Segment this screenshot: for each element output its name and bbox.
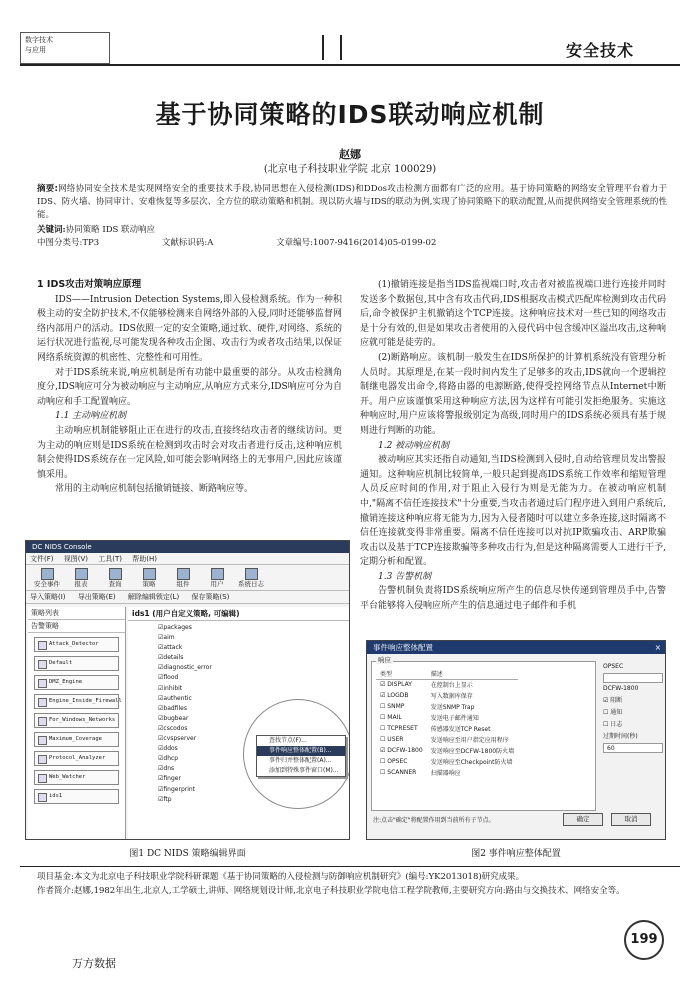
response-table [376, 668, 518, 778]
policy-item[interactable]: For_Windows_Networks [34, 713, 119, 728]
table-row[interactable]: ☐ MAIL 发送电子邮件通知 [380, 714, 479, 722]
opsec-field[interactable] [603, 673, 663, 683]
checkbox-log[interactable]: ☐ 日志 [603, 721, 623, 728]
watermark: 万方数据 [72, 957, 116, 970]
tree-node[interactable]: ☑ ddos [158, 744, 349, 754]
dialog-title [367, 641, 665, 654]
tree-node[interactable]: ☑ inhibit [158, 684, 349, 694]
policy-item[interactable]: Engine_Inside_Firewall [34, 694, 119, 709]
response-group-label: 响应 [378, 656, 391, 664]
policy-list-label: 策略列表 [28, 607, 125, 620]
paragraph: (2)断路响应。该机制一般发生在IDS所保护的计算机系统没有管理分析人员时。其原理是,在某一段时间内发生了足够多的攻击,IDS就向一个逻辑控制继电器发出命令,将路由器的电源断路,使得受控网络节点从Internet中断开。用户应该谨慎采用这种响应方法,因为这样有可能引发拒绝服务。实施这种响应时,用户应该将警报级别定为高级,同时用户的IDS系统必须具有基于规则进行判断的功能。 [360, 352, 666, 436]
tree-node[interactable]: ☑ dns [158, 764, 349, 774]
subsection-heading: 1.3 告警机制 [378, 571, 432, 582]
footnotes [37, 870, 677, 898]
checkbox-notify[interactable]: ☐ 通知 [603, 709, 623, 716]
figure1-screenshot [25, 540, 350, 840]
policy-toolbar [26, 591, 349, 604]
header-divider [322, 35, 342, 60]
tree-node[interactable]: ☑ authentic [158, 694, 349, 704]
toolbar-reports[interactable]: 报表 [64, 567, 98, 588]
table-row[interactable]: ☑ LOGDB 写入数据库保存 [380, 692, 473, 700]
tree-node[interactable]: ☑ dhcp [158, 754, 349, 764]
table-row[interactable]: ☐ SCANNER 扫描器响应 [380, 769, 461, 777]
toolbar-query[interactable]: 查询 [98, 567, 132, 588]
paragraph: 告警机制负责将IDS系统响应所产生的信息尽快传递到管理员手中,告警平台能够将入侵响应所产生的信息通过电子邮件和手机 [360, 586, 666, 612]
unlock-button[interactable]: 解除编辑锁定(L) [127, 593, 180, 601]
tree-node[interactable]: ☑ aim [158, 633, 349, 643]
keywords-text: 协同策略 IDS 联动响应 [65, 225, 156, 235]
context-menu-item-selected[interactable]: 事件响应整体配置(B)... [257, 746, 345, 756]
journal-logo [20, 32, 110, 64]
import-policy-button[interactable]: 导入策略(I) [30, 593, 66, 601]
table-row[interactable]: ☐ USER 发送响应至用户指定应用程序 [380, 736, 509, 744]
response-options [603, 661, 663, 753]
response-group [371, 656, 596, 811]
ok-button[interactable]: 确定 [563, 813, 603, 826]
save-policy-button[interactable]: 保存策略(S) [191, 593, 230, 601]
policy-item[interactable]: Default [34, 656, 119, 671]
context-menu-item[interactable]: 添加到特殊事件窗口(M)... [269, 767, 339, 774]
table-row[interactable]: ☐ SNMP 发送SNMP Trap [380, 703, 475, 711]
tree-node[interactable]: ☑ fingerprint [158, 785, 349, 795]
policy-pane-title: ids1 (用户自定义策略, 可编辑) [128, 607, 349, 621]
left-column [37, 278, 342, 497]
clc-number: 中图分类号:TP3 [37, 238, 100, 248]
policy-item[interactable]: DMZ_Engine [34, 675, 119, 690]
checkbox-block[interactable]: ☑ 阻断 [603, 697, 623, 704]
classification-line [37, 236, 667, 248]
timeout-label: 过期时间(秒) [603, 733, 638, 740]
figure2-dialog [366, 640, 666, 840]
dialog-note: 注:点击"确定"将配置作用到当前所有子节点。 [373, 817, 495, 824]
close-icon[interactable]: × [654, 643, 661, 652]
context-menu-item[interactable]: 查找节点(F)... [269, 737, 307, 744]
table-row[interactable]: ☐ OPSEC 发送响应至Checkpoint防火墙 [380, 758, 513, 766]
toolbar-policy[interactable]: 策略 [132, 567, 166, 588]
context-menu [256, 735, 346, 777]
subsection-heading: 1.1 主动响应机制 [55, 411, 127, 422]
keywords-label: 关键词: [37, 225, 66, 235]
context-menu-item[interactable]: 事件归并整体配置(A)... [269, 757, 332, 764]
timeout-input[interactable]: 60 [603, 743, 663, 753]
paper-title: 基于协同策略的IDS联动响应机制 [155, 100, 545, 129]
article-number: 文章编号:1007-9416(2014)05-0199-02 [276, 238, 437, 248]
abstract-label: 摘要: [37, 184, 58, 194]
policy-item[interactable]: Attack_Detector [34, 637, 119, 652]
table-row[interactable]: ☐ TCPRESET 传感器发送TCP Reset [380, 725, 491, 733]
opsec-label: OPSEC [603, 663, 624, 670]
abstract-text: 网络协同安全技术是实现网络安全的重要技术手段,协同思想在入侵检测(IDS)和DDos攻击检测方面都有广泛的应用。基于协同策略的网络安全管理平台着力于IDS、防火墙、协同审计、安难恢复等多层次、全方位的联动策略和机制。现以防火墙与IDS的联动为例,实现了协同策略下的联动配置,从而提供网络安全管理系统的性能。 [37, 184, 667, 220]
col-desc: 描述 [427, 668, 518, 679]
menu-help[interactable]: 帮助(H) [132, 555, 157, 563]
section-heading-1: 1 IDS攻击对策响应原理 [37, 279, 142, 290]
header-rule [20, 64, 680, 66]
table-header [376, 668, 518, 679]
policy-item[interactable]: Maximum_Coverage [34, 732, 119, 747]
tree-node[interactable]: ☑ packages [158, 623, 349, 633]
author-bio: 作者简介:赵娜,1982年出生,北京人,工学硕士,讲师、网络规划设计师,北京电子科技职业学院电信工程学院教师,主要研究方向:路由与交换技术、网络安全等。 [37, 886, 625, 896]
toolbar-users[interactable]: 用户 [200, 567, 234, 588]
tree-node[interactable]: ☑ details [158, 653, 349, 663]
paragraph: 对于IDS系统来说,响应机制是所有功能中最重要的部分。从攻击检测角度分,IDS响应可分为被动响应与主动响应,从响应方式来分,IDS响应可分为自动响应和手工配置响应。 [37, 367, 342, 407]
cancel-button[interactable]: 取消 [611, 813, 651, 826]
figure1-caption: 图1 DC NIDS 策略编辑界面 [129, 849, 246, 859]
menu-tools[interactable]: 工具(T) [98, 555, 122, 563]
author: 赵娜 [339, 148, 361, 161]
alert-policy-label: 告警策略 [28, 620, 125, 633]
paragraph: 常用的主动响应机制包括撤销链接、断路响应等。 [55, 484, 254, 495]
dcfw-label: DCFW-1800 [603, 685, 639, 692]
page-number-seal: 199 [624, 920, 664, 960]
policy-tree-pane [128, 607, 349, 839]
logo-line1: 数字技术 [25, 36, 53, 44]
window-title: DC NIDS Console [26, 541, 349, 553]
figure2-caption: 图2 事件响应整体配置 [471, 849, 561, 859]
col-type: 类型 [376, 668, 427, 679]
tree-node[interactable]: ☑ badfiles [158, 704, 349, 714]
right-column [360, 278, 666, 614]
paragraph: IDS——Intrusion Detection Systems,即入侵检测系统。作为一种积极主动的安全防护技术,不仅能够检测来自网络外部的入侵,同时还能够监督网络内部用户的活动。IDS依照一定的安全策略,通过软、硬件,对网络、系统的运行状况进行监视,尽可能发现各种攻击企图、攻击行为或者攻击结果,以保证网络系统资源的机密性、完整性和可用性。 [37, 294, 342, 363]
footnote-rule [20, 866, 680, 867]
keywords [37, 223, 155, 235]
policy-item[interactable]: Web_Watcher [34, 770, 119, 785]
document-code: 文献标识码:A [161, 238, 214, 248]
abstract [37, 183, 667, 222]
policy-item[interactable]: ids1 [34, 789, 119, 804]
policy-list-pane [28, 607, 126, 839]
tree-node[interactable]: ☑ diagnostic_error [158, 663, 349, 673]
dialog-title-text: 事件响应整体配置 [373, 643, 433, 652]
tree-node[interactable]: ☑ ftp [158, 795, 349, 805]
logo-line2: 与应用 [25, 46, 46, 54]
toolbar-security-events[interactable]: 安全事件 [30, 567, 64, 588]
section-title: 安全技术 [566, 41, 635, 60]
menu-file[interactable]: 文件(F) [30, 555, 54, 563]
tree-node[interactable]: ☑ attack [158, 643, 349, 653]
tree-node[interactable]: ☑ finger [158, 774, 349, 784]
fund-note: 项目基金:本文为北京电子科技职业学院科研课题《基于协同策略的入侵检测与防御响应机制研究》(编号:YK2013018)研究成果。 [37, 872, 525, 882]
toolbar-system-log[interactable]: 系统日志 [234, 567, 268, 588]
tree-node[interactable]: ☑ flood [158, 673, 349, 683]
menu-view[interactable]: 视图(V) [63, 555, 88, 563]
table-row[interactable]: ☑ DISPLAY 在控制台上显示 [380, 681, 473, 690]
export-policy-button[interactable]: 导出策略(E) [77, 593, 116, 601]
affiliation: (北京电子科技职业学院 北京 100029) [263, 164, 437, 175]
toolbar [26, 565, 349, 591]
paragraph: (1)撤销连接是指当IDS监视端口时,攻击者对被监视端口进行连接并同时发送多个数据包,其中含有攻击代码,IDS根据攻击模式匹配库检测到攻击代码后,命令被保护主机撤销这个TCP连接。这种响应技术对一些已知的网络攻击是十分有效的,但是如果攻击者使用的入侵代码中包含缓冲区溢出攻击,这种响应就可能是徒劳的。 [360, 280, 666, 349]
policy-item[interactable]: Protocol_Analyzer [34, 751, 119, 766]
tree-node[interactable]: ☑ bugbear [158, 714, 349, 724]
paragraph: 主动响应机制能够阻止正在进行的攻击,直接终结攻击者的继续访问。更为主动的响应则是IDS系统在检测到攻击时会对攻击者进行反击,这种响应机制会使得IDS系统存在一定风险,如可能会影响网络上的无事用户,因此应该谨慎采用。 [37, 425, 342, 480]
subsection-heading: 1.2 被动响应机制 [378, 440, 450, 451]
toolbar-components[interactable]: 组件 [166, 567, 200, 588]
tree-node[interactable]: ☑ cscodos [158, 724, 349, 734]
tree-node[interactable]: ☑ cvspserver [158, 734, 349, 744]
menu-bar [26, 553, 349, 565]
table-row[interactable]: ☑ DCFW-1800 发送响应至DCFW-1800防火墙 [380, 747, 515, 755]
paragraph: 被动响应其实还指自动通知,当IDS检测到入侵时,自动给管理员发出警报通知。这种响应机制比较简单,一般只起到提高IDS系统工作效率和缩短管理人员反应时间的作用,对于阻止入侵行为则是无能为力。在被动响应机制中,"隔离不信任连接技术"十分重要,当攻击者通过后门程序进入到用户系统后,撤销连接这种响应将无能为力,因为入侵者随时可以建立多条连接,这时隔离不信任连接就变得非常重要。隔离不信任连接可以对抗IP欺骗攻击、ARP欺骗攻击以及基于TCP连接欺骗等多种攻击行为,但是这种隔离需要人工进行干予,定期分析和配置。 [360, 455, 666, 568]
